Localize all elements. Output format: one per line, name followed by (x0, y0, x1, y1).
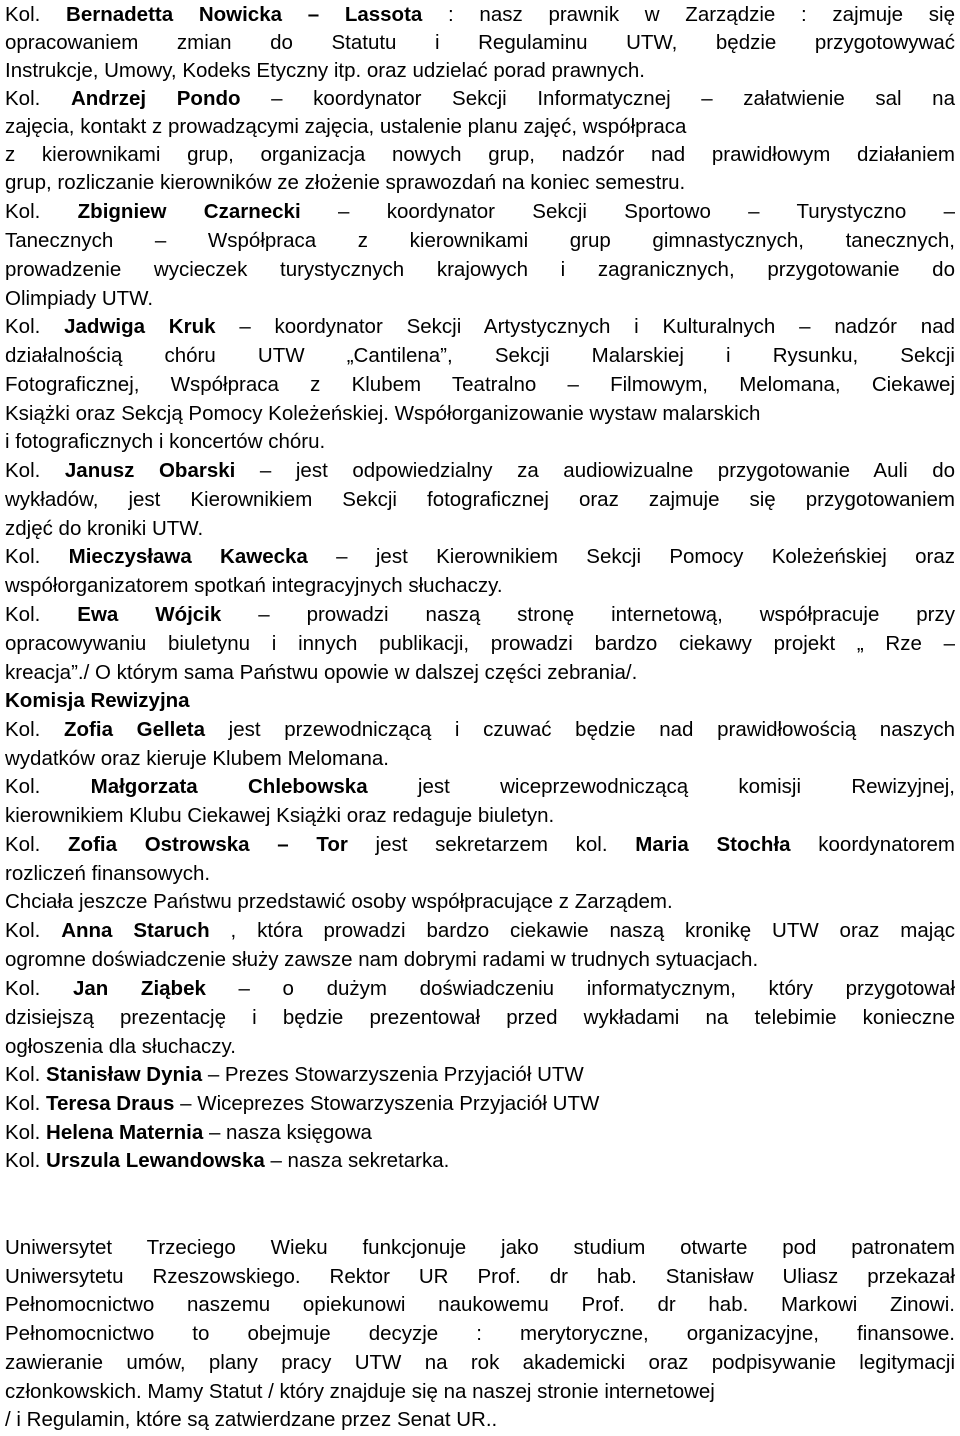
text-span: opracowywaniu biuletynu i innych publikacji, prowadzi bardzo ciekawy projekt „ Rze – (5, 632, 955, 655)
text-line (5, 772, 955, 801)
text-line (5, 1118, 372, 1147)
text-line (5, 312, 955, 341)
bold-text: Bernadetta Nowicka – Lassota (66, 3, 423, 26)
text-span: Uniwersytetu Rzeszowskiego. Rektor UR Prof. dr hab. Stanisław Uliasz przekazał (5, 1265, 955, 1288)
bold-text: Stanisław Dynia (46, 1063, 203, 1086)
text-span: Uniwersytet Trzeciego Wieku funkcjonuje jako studium otwarte pod patronatem (5, 1236, 955, 1259)
text-line (5, 1262, 955, 1291)
text-line (5, 427, 325, 456)
text-line (5, 945, 758, 974)
text-line (5, 1405, 497, 1434)
text-span: Kol. (5, 919, 62, 942)
bold-text: Ewa Wójcik (77, 603, 222, 626)
bold-text: Zofia Gelleta (64, 718, 206, 741)
text-span: Książki oraz Sekcją Pomocy Koleżeńskiej. Współorganizowanie wystaw malarskich (5, 402, 761, 425)
text-line (5, 830, 955, 859)
text-span: Fotograficznej, Współpraca z Klubem Teatralno – Filmowym, Melomana, Ciekawej (5, 373, 955, 396)
text-line (5, 370, 955, 399)
text-span: – koordynator Sekcji Informatycznej – załatwienie sal na (240, 87, 955, 110)
text-span: Kol. (5, 1121, 47, 1144)
text-span: Kol. (5, 315, 65, 338)
text-span: współorganizatorem spotkań integracyjnych słuchaczy. (5, 574, 503, 597)
bold-text: Helena Maternia (46, 1121, 204, 1144)
text-span: Tanecznych – Współpraca z kierownikami grup gimnastycznych, tanecznych, (5, 229, 955, 252)
text-span: Kol. (5, 603, 78, 626)
text-line (5, 1233, 955, 1262)
text-line (5, 456, 955, 485)
text-span: – prowadzi naszą stronę internetową, współpracuje przy (221, 603, 956, 626)
bold-text: Janusz Obarski (64, 459, 236, 482)
text-span: – nasza sekretarka. (264, 1149, 450, 1172)
text-line (5, 1032, 236, 1061)
bold-text: Urszula Lewandowska (46, 1149, 265, 1172)
text-span: Pełnomocnictwo naszemu opiekunowi naukowemu Prof. dr hab. Markowi Zinowi. (5, 1293, 955, 1316)
bold-text: Mieczysława Kawecka (68, 545, 308, 568)
bold-text: Andrzej Pondo (70, 87, 241, 110)
text-span: jest sekretarzem kol. (347, 833, 636, 856)
text-line (5, 1003, 955, 1032)
text-line (5, 1319, 955, 1348)
text-span: ogromne doświadczenie służy zawsze nam dobrymi radami w trudnych sytuacjach. (5, 948, 759, 971)
text-span: zawieranie umów, plany pracy UTW na rok akademicki oraz podpisywanie legitymacji (5, 1351, 955, 1374)
text-span: Kol. (5, 833, 69, 856)
text-line (5, 600, 955, 629)
text-span: Kol. (5, 545, 69, 568)
text-span: koordynatorem (790, 833, 955, 856)
text-line (5, 84, 955, 113)
text-line (5, 284, 153, 313)
text-line (5, 859, 210, 888)
text-span: Kol. (5, 718, 64, 741)
text-line (5, 28, 955, 57)
text-span: kreacja”./ O którym sama Państwu opowie w dalszej części zebrania/. (5, 661, 638, 684)
text-line (5, 686, 190, 715)
text-span: grup, rozliczanie kierowników ze złożenie sprawozdań na koniec semestru. (5, 171, 686, 194)
text-span: prowadzenie wycieczek turystycznych krajowych i zagranicznych, przygotowanie do (5, 258, 955, 281)
text-span: z kierownikami grup, organizacja nowych grup, nadzór nad prawidłowym działaniem (5, 143, 955, 166)
text-span: i fotograficznych i koncertów chóru. (5, 430, 326, 453)
text-line (5, 887, 673, 916)
text-span: członkowskich. Mamy Statut / który znajduje się na naszej stronie internetowej (5, 1380, 715, 1403)
text-line (5, 974, 955, 1003)
text-span: ogłoszenia dla słuchaczy. (5, 1035, 236, 1058)
text-span: – nasza księgowa (203, 1121, 372, 1144)
text-span: Kol. (5, 775, 91, 798)
bold-text: Zbigniew Czarnecki (77, 200, 301, 223)
text-span: zdjęć do kroniki UTW. (5, 517, 204, 540)
text-span: – koordynator Sekcji Artystycznych i Kulturalnych – nadzór nad (215, 315, 956, 338)
text-line (5, 744, 389, 773)
text-line (5, 715, 955, 744)
text-span: Kol. (5, 1149, 47, 1172)
text-line (5, 112, 686, 141)
text-span: / i Regulamin, które są zatwierdzane przez Senat UR.. (5, 1408, 498, 1431)
bold-text: Jan Ziąbek (72, 977, 206, 1000)
text-line (5, 168, 685, 197)
bold-text: Anna Staruch (61, 919, 210, 942)
bold-text: Zofia Ostrowska – Tor (68, 833, 348, 856)
text-span: Olimpiady UTW. (5, 287, 154, 310)
text-line (5, 1146, 449, 1175)
text-span: – jest Kierownikiem Sekcji Pomocy Koleżeńskiej oraz (307, 545, 955, 568)
text-line (5, 485, 955, 514)
text-line (5, 140, 955, 169)
text-line (5, 341, 955, 370)
text-span: kierownikiem Klubu Ciekawej Książki oraz redaguje biuletyn. (5, 804, 555, 827)
text-line (5, 542, 955, 571)
text-line (5, 197, 955, 226)
text-span: Kol. (5, 1092, 47, 1115)
text-span: opracowaniem zmian do Statutu i Regulaminu UTW, będzie przygotowywać (5, 31, 955, 54)
text-span: Instrukcje, Umowy, Kodeks Etyczny itp. oraz udzielać porad prawnych. (5, 59, 645, 82)
text-line (5, 514, 203, 543)
text-span: jest przewodniczącą i czuwać będzie nad prawidłowością naszych (205, 718, 955, 741)
text-span: – jest odpowiedzialny za audiowizualne przygotowanie Auli do (235, 459, 955, 482)
text-span: Pełnomocnictwo to obejmuje decyzje : merytoryczne, organizacyjne, finansowe. (5, 1322, 955, 1345)
text-span: Kol. (5, 1063, 47, 1086)
text-line (5, 1348, 955, 1377)
text-line (5, 399, 760, 428)
text-span: Kol. (5, 3, 67, 26)
text-line (5, 916, 955, 945)
text-span: – Prezes Stowarzyszenia Przyjaciół UTW (202, 1063, 584, 1086)
text-line (5, 56, 645, 85)
text-line (5, 1089, 599, 1118)
text-span: wykładów, jest Kierownikiem Sekcji fotograficznej oraz zajmuje się przygotowaniem (5, 488, 955, 511)
text-line (5, 629, 955, 658)
text-line (5, 658, 637, 687)
text-line (5, 0, 955, 29)
text-span: , która prowadzi bardzo ciekawie naszą kronikę UTW oraz mając (209, 919, 955, 942)
text-span: działalnością chóru UTW „Cantilena”, Sekcji Malarskiej i Rysunku, Sekcji (5, 344, 955, 367)
bold-text: Komisja Rewizyjna (5, 689, 190, 712)
text-span: Kol. (5, 977, 73, 1000)
text-line (5, 801, 554, 830)
text-line (5, 1377, 715, 1406)
bold-text: Maria Stochła (635, 833, 791, 856)
text-line (5, 255, 955, 284)
text-line (5, 226, 955, 255)
text-span: zajęcia, kontakt z prowadzącymi zajęcia, ustalenie planu zajęć, współpraca (5, 115, 687, 138)
text-span: wydatków oraz kieruje Klubem Melomana. (5, 747, 389, 770)
text-span: jest wiceprzewodniczącą komisji Rewizyjnej, (367, 775, 955, 798)
bold-text: Małgorzata Chlebowska (90, 775, 368, 798)
text-span: : nasz prawnik w Zarządzie : zajmuje się (422, 3, 955, 26)
text-line (5, 571, 503, 600)
text-span: Chciała jeszcze Państwu przedstawić osoby współpracujące z Zarządem. (5, 890, 673, 913)
text-line (5, 1290, 955, 1319)
text-span: Kol. (5, 200, 78, 223)
text-line (5, 1060, 584, 1089)
text-span: Kol. (5, 459, 65, 482)
text-span: – Wiceprezes Stowarzyszenia Przyjaciół UTW (174, 1092, 600, 1115)
bold-text: Teresa Draus (46, 1092, 175, 1115)
text-span: – koordynator Sekcji Sportowo – Turystyczno – (300, 200, 955, 223)
text-span: – o dużym doświadczeniu informatycznym, który przygotował (205, 977, 955, 1000)
text-span: rozliczeń finansowych. (5, 862, 211, 885)
bold-text: Jadwiga Kruk (64, 315, 216, 338)
text-span: dzisiejszą prezentację i będzie prezentował przed wykładami na telebimie konieczne (5, 1006, 955, 1029)
text-span: Kol. (5, 87, 71, 110)
